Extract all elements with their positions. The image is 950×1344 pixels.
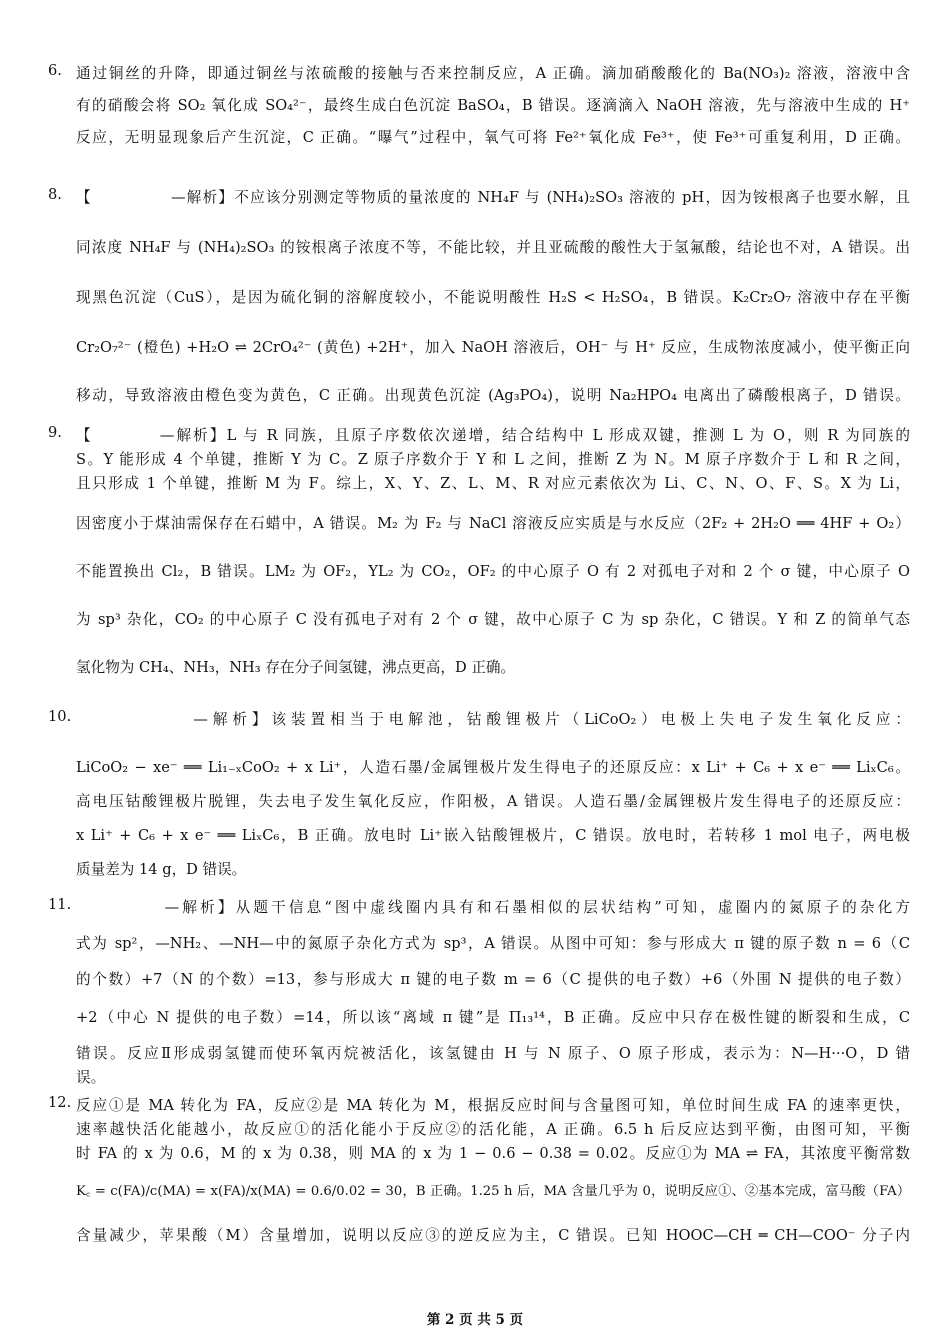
item-number: 8. bbox=[48, 186, 62, 203]
text-line: 移动，导致溶液由橙色变为黄色，C 正确。出现黄色沉淀 (Ag₃PO₄)，说明 Na₂HPO₄ 电离出了磷酸根离子，D 错误。 bbox=[76, 387, 910, 404]
text-line: —解析】从题干信息“图中虚线圈内具有和石墨相似的层状结构”可知，虚圈内的氮原子的杂化方 bbox=[76, 899, 910, 916]
text-line: Cr₂O₇²⁻ (橙色) +H₂O ⇌ 2CrO₄²⁻ (黄色) +2H⁺，加入 NaOH 溶液后，OH⁻ 与 H⁺ 反应，生成物浓度减小，使平衡正向 bbox=[76, 339, 910, 356]
text-line: 因密度小于煤油需保存在石蜡中，A 错误。M₂ 为 F₂ 与 NaCl 溶液反应实质是与水反应（2F₂ + 2H₂O ══ 4HF + O₂） bbox=[76, 515, 910, 532]
text-line: S。Y 能形成 4 个单键，推断 Y 为 C。Z 原子序数介于 Y 和 L 之间，推断 Z 为 N。M 原子序数介于 L 和 R 之间， bbox=[76, 451, 910, 468]
answer-item-11 bbox=[48, 896, 910, 1086]
text-line: 氢化物为 CH₄、NH₃，NH₃ 存在分子间氢键，沸点更高，D 正确。 bbox=[76, 659, 516, 676]
answer-item-8 bbox=[48, 186, 910, 416]
answer-item-12 bbox=[48, 1094, 910, 1274]
text-line: 式为 sp²，—NH₂、—NH—中的氮原子杂化方式为 sp³，A 错误。从图中可知：参与形成大 π 键的原子数 n = 6（C bbox=[76, 935, 910, 952]
page-footer: 第 2 页 共 5 页 bbox=[426, 1312, 524, 1328]
item-number: 11. bbox=[48, 896, 72, 913]
text-line: 误。 bbox=[76, 1069, 106, 1086]
text-line: 的个数）+7（N 的个数）=13，参与形成大 π 键的电子数 m = 6（C 提供的电子数）+6（外围 N 提供的电子数） bbox=[76, 971, 910, 988]
text-line: 且只形成 1 个单键，推断 M 为 F。综上，X、Y、Z、L、M、R 对应元素依次为 Li、C、N、O、F、S。X 为 Li， bbox=[76, 475, 910, 492]
text-line: 现黑色沉淀（CuS），是因为硫化铜的溶解度较小，不能说明酸性 H₂S < H₂SO₄，B 错误。K₂Cr₂O₇ 溶液中存在平衡 bbox=[76, 289, 910, 306]
text-line: 时 FA 的 x 为 0.6，M 的 x 为 0.38，则 MA 的 x 为 1 − 0.6 − 0.38 = 0.02。反应①为 MA ⇌ FA，其浓度平衡常数 bbox=[76, 1145, 910, 1162]
text-line: LiCoO₂ − xe⁻ ══ Li₁₋ₓCoO₂ + x Li⁺，人造石墨/金属锂极片发生得电子的还原反应：x Li⁺ + C₆ + x e⁻ ══ LiₓC₆。 bbox=[76, 759, 910, 776]
text-line: 含量减少，苹果酸（M）含量增加，说明以反应③的逆反应为主，C 错误。已知 HOOC—CH ═ CH—COO⁻ 分子内 bbox=[76, 1227, 910, 1244]
answer-item-10 bbox=[48, 708, 910, 888]
item-number: 9. bbox=[48, 424, 62, 441]
text-line: 速率越快活化能越小，故反应①的活化能小于反应②的活化能，A 正确。6.5 h 后反应达到平衡，由图可知，平衡 bbox=[76, 1121, 910, 1138]
text-line: 同浓度 NH₄F 与 (NH₄)₂SO₃ 的铵根离子浓度不等，不能比较，并且亚硫酸的酸性大于氢氟酸，结论也不对，A 错误。出 bbox=[76, 239, 910, 256]
text-line: x Li⁺ + C₆ + x e⁻ ══ LiₓC₆，B 正确。放电时 Li⁺嵌入钴酸锂极片，C 错误。放电时，若转移 1 mol 电子，两电极 bbox=[76, 827, 910, 844]
text-line: 为 sp³ 杂化，CO₂ 的中心原子 C 没有孤电子对有 2 个 σ 键，故中心原子 C 为 sp 杂化，C 错误。Y 和 Z 的简单气态 bbox=[76, 611, 910, 628]
text-line: 【 —解析】不应该分别测定等物质的量浓度的 NH₄F 与 (NH₄)₂SO₃ 溶液的 pH，因为铵根离子也要水解，且 bbox=[76, 189, 910, 206]
item-number: 10. bbox=[48, 708, 72, 725]
item-number: 6. bbox=[48, 62, 62, 79]
text-line: 高电压钴酸锂极片脱锂，失去电子发生氧化反应，作阳极，A 错误。人造石墨/金属锂极片发生得电子的还原反应： bbox=[76, 793, 910, 810]
text-line: 通过铜丝的升降，即通过铜丝与浓硫酸的接触与否来控制反应，A 正确。滴加硝酸酸化的 Ba(NO₃)₂ 溶液，溶液中含 bbox=[76, 65, 910, 82]
text-line: 不能置换出 Cl₂，B 错误。LM₂ 为 OF₂，YL₂ 为 CO₂，OF₂ 的中心原子 O 有 2 对孤电子对和 2 个 σ 键，中心原子 O bbox=[76, 563, 910, 580]
text-line: 错误。反应Ⅱ形成弱氢键而使环氧丙烷被活化，该氢键由 H 与 N 原子、O 原子形成，表示为：N—H···O，D 错 bbox=[76, 1045, 910, 1062]
text-line: 反应①是 MA 转化为 FA，反应②是 MA 转化为 M，根据反应时间与含量图可知，单位时间生成 FA 的速率更快， bbox=[76, 1097, 910, 1114]
text-line: —解析】该装置相当于电解池，钴酸锂极片（LiCoO₂）电极上失电子发生氧化反应： bbox=[76, 711, 910, 728]
text-line: +2（中心 N 提供的电子数）=14，所以该“离域 π 键”是 Π₁₃¹⁴，B 正确。反应中只存在极性键的断裂和生成，C bbox=[76, 1009, 910, 1026]
text-line: 反应，无明显现象后产生沉淀，C 正确。“曝气”过程中，氧气可将 Fe²⁺氧化成 Fe³⁺，使 Fe³⁺可重复利用，D 正确。 bbox=[76, 129, 910, 146]
text-line: 质量差为 14 g，D 错误。 bbox=[76, 861, 247, 878]
text-line: 【 —解析】L 与 R 同族，且原子序数依次递增，结合结构中 L 形成双键，推测 L 为 O，则 R 为同族的 bbox=[76, 427, 910, 444]
text-line: K꜀ = c(FA)/c(MA) = x(FA)/x(MA) = 0.6/0.02 = 30，B 正确。1.25 h 后，MA 含量几乎为 0，说明反应①、②基本完成，富马酸（FA） bbox=[76, 1184, 910, 1199]
text-line: 有的硝酸会将 SO₂ 氧化成 SO₄²⁻，最终生成白色沉淀 BaSO₄，B 错误。逐滴滴入 NaOH 溶液，先与溶液中生成的 H⁺ bbox=[76, 97, 910, 114]
answer-item-9 bbox=[48, 424, 910, 684]
item-number: 12. bbox=[48, 1094, 72, 1111]
answer-item-6 bbox=[48, 62, 910, 172]
